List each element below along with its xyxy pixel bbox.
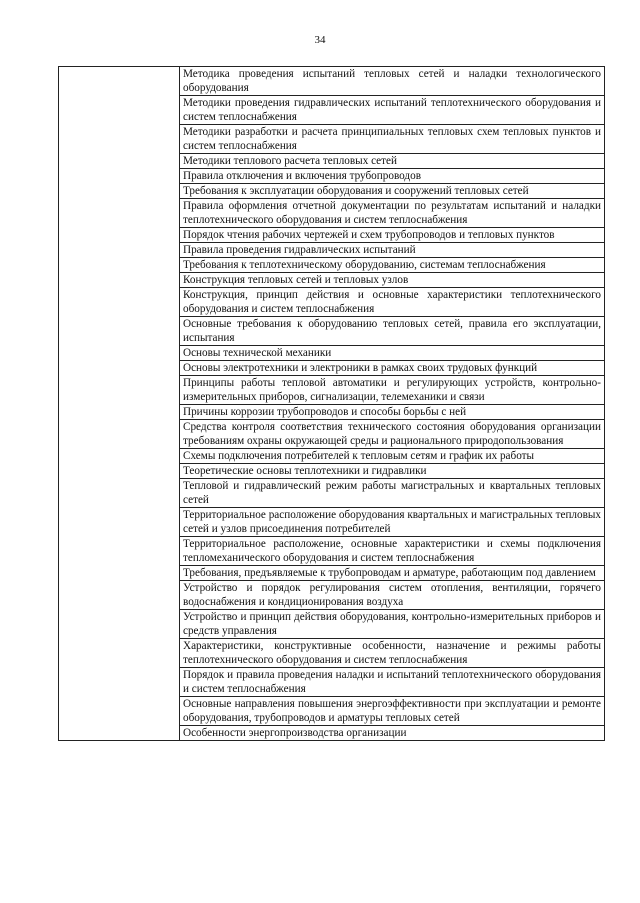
table-cell: Конструкция тепловых сетей и тепловых узлов <box>180 273 605 288</box>
table-cell: Средства контроля соответствия технического состояния оборудования организации требованиям охраны окружающей среды и рационального природопользования <box>180 420 605 449</box>
table-cell: Схемы подключения потребителей к тепловым сетям и график их работы <box>180 449 605 464</box>
table-cell: Методика проведения испытаний тепловых сетей и наладки технологического оборудования <box>180 67 605 96</box>
table-cell: Характеристики, конструктивные особенности, назначение и режимы работы теплотехнического оборудования и систем теплоснабжения <box>180 639 605 668</box>
table-row <box>59 67 605 96</box>
table-cell: Правила отключения и включения трубопроводов <box>180 169 605 184</box>
table-cell: Причины коррозии трубопроводов и способы борьбы с ней <box>180 405 605 420</box>
table-cell: Основы технической механики <box>180 346 605 361</box>
table-cell: Теоретические основы теплотехники и гидравлики <box>180 464 605 479</box>
table-cell: Особенности энергопроизводства организации <box>180 726 605 741</box>
table-cell: Устройство и порядок регулирования систем отопления, вентиляции, горячего водоснабжения и кондиционирования воздуха <box>180 581 605 610</box>
table-cell: Порядок чтения рабочих чертежей и схем трубопроводов и тепловых пунктов <box>180 228 605 243</box>
table-cell: Требования к эксплуатации оборудования и сооружений тепловых сетей <box>180 184 605 199</box>
table-cell: Правила проведения гидравлических испытаний <box>180 243 605 258</box>
knowledge-table <box>58 66 605 741</box>
table-cell: Методики проведения гидравлических испытаний теплотехнического оборудования и систем теплоснабжения <box>180 96 605 125</box>
table-cell: Конструкция, принцип действия и основные характеристики теплотехнического оборудования и систем теплоснабжения <box>180 288 605 317</box>
table-cell: Устройство и принцип действия оборудования, контрольно-измерительных приборов и средств управления <box>180 610 605 639</box>
table-cell: Тепловой и гидравлический режим работы магистральных и квартальных тепловых сетей <box>180 479 605 508</box>
table-cell: Территориальное расположение, основные характеристики и схемы подключения тепломеханического оборудования и систем теплоснабжения <box>180 537 605 566</box>
table-cell: Основные требования к оборудованию тепловых сетей, правила его эксплуатации, испытания <box>180 317 605 346</box>
table-cell: Требования, предъявляемые к трубопроводам и арматуре, работающим под давлением <box>180 566 605 581</box>
table-cell: Методики теплового расчета тепловых сетей <box>180 154 605 169</box>
table-cell: Правила оформления отчетной документации по результатам испытаний и наладки теплотехнического оборудования и систем теплоснабжения <box>180 199 605 228</box>
left-empty-cell <box>59 67 180 741</box>
page-number: 34 <box>314 34 326 46</box>
table-cell: Требования к теплотехническому оборудованию, системам теплоснабжения <box>180 258 605 273</box>
table-cell: Порядок и правила проведения наладки и испытаний теплотехнического оборудования и систем теплоснабжения <box>180 668 605 697</box>
table-cell: Методики разработки и расчета принципиальных тепловых схем тепловых пунктов и систем теплоснабжения <box>180 125 605 154</box>
table-cell: Основные направления повышения энергоэффективности при эксплуатации и ремонте оборудования, трубопроводов и арматуры тепловых сетей <box>180 697 605 726</box>
table-cell: Принципы работы тепловой автоматики и регулирующих устройств, контрольно-измерительных приборов, сигнализации, телемеханики и связи <box>180 376 605 405</box>
table-cell: Основы электротехники и электроники в рамках своих трудовых функций <box>180 361 605 376</box>
table-cell: Территориальное расположение оборудования квартальных и магистральных тепловых сетей и узлов присоединения потребителей <box>180 508 605 537</box>
